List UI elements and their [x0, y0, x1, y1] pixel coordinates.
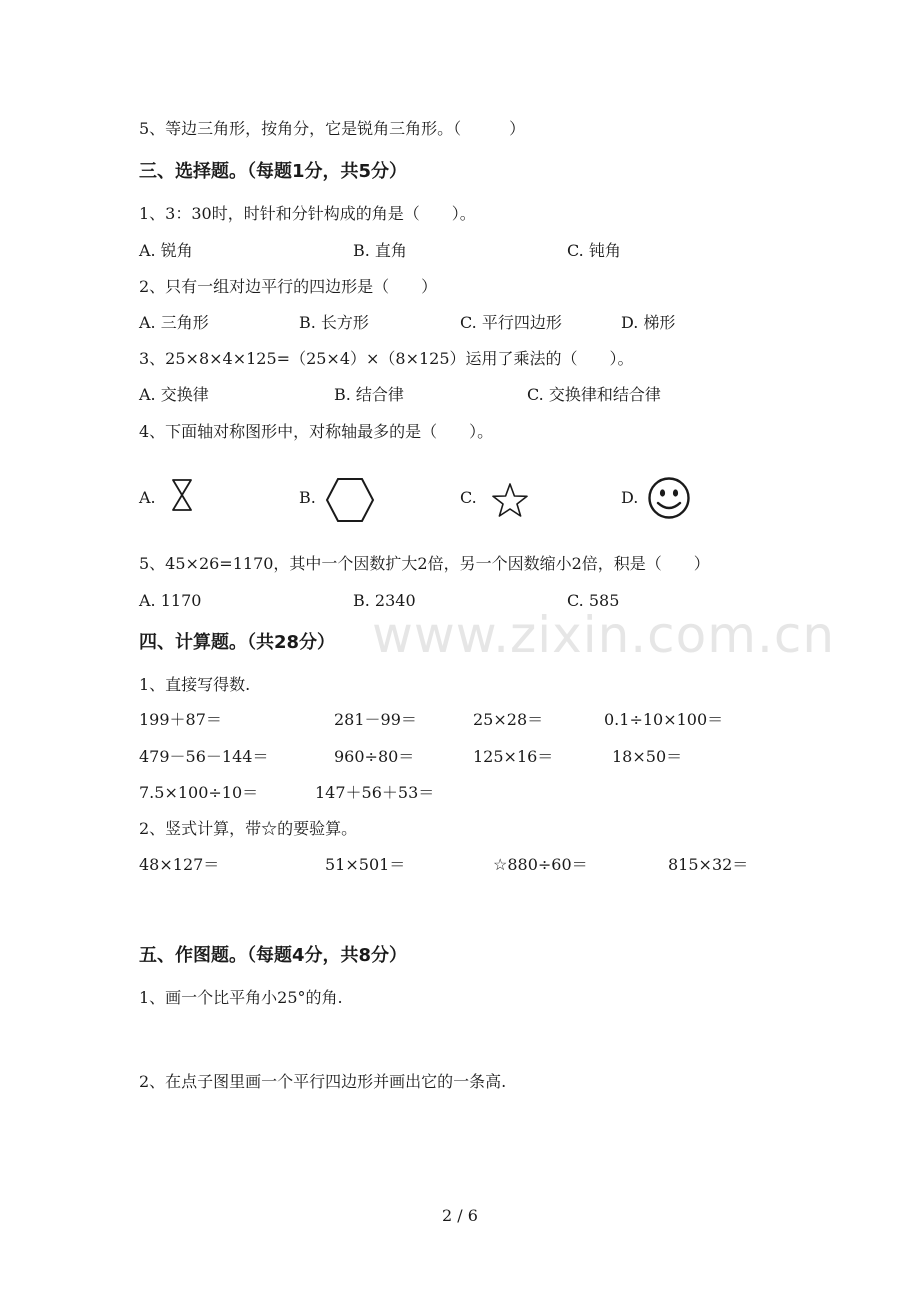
q3-option-b: B. 结合律 [334, 385, 404, 404]
calc-item: 281－99＝ [334, 710, 417, 729]
q4-label-c: C. [460, 488, 477, 507]
q4-label-b: B. [299, 488, 316, 507]
choice-question-1: 1、3：30时，时针和分针构成的角是（ ）。 [139, 204, 476, 223]
true-false-question-5: 5、等边三角形，按角分，它是锐角三角形。（ ） [139, 119, 526, 138]
calc-question-2: 2、竖式计算，带☆的要验算。 [139, 819, 358, 838]
q5-option-a: A. 1170 [139, 591, 202, 610]
calc-item: 199＋87＝ [139, 710, 222, 729]
choice-question-3: 3、25×8×4×125=（25×4）×（8×125）运用了乘法的（ ）。 [139, 349, 634, 368]
vertical-calc-item: 815×32＝ [668, 855, 749, 874]
calc-item: 18×50＝ [612, 747, 683, 766]
calc-item: 7.5×100÷10＝ [139, 783, 259, 802]
watermark: www.zixin.com.cn [372, 606, 836, 664]
hexagon-icon [325, 476, 375, 524]
section-3-heading: 三、选择题。（每题1分，共5分） [139, 161, 408, 182]
choice-question-2: 2、只有一组对边平行的四边形是（ ） [139, 277, 438, 296]
q5-option-b: B. 2340 [353, 591, 416, 610]
calc-item: 125×16＝ [473, 747, 554, 766]
q1-option-c: C. 钝角 [567, 241, 621, 260]
vertical-calc-item: 48×127＝ [139, 855, 220, 874]
q1-option-a: A. 锐角 [139, 241, 193, 260]
q2-option-d: D. 梯形 [621, 313, 676, 332]
q2-option-c: C. 平行四边形 [460, 313, 562, 332]
smiley-icon [647, 476, 691, 520]
q3-option-a: A. 交换律 [139, 385, 209, 404]
vertical-calc-item: ☆880÷60＝ [493, 855, 588, 874]
choice-question-5: 5、45×26=1170，其中一个因数扩大2倍，另一个因数缩小2倍，积是（ ） [139, 554, 710, 573]
q1-option-b: B. 直角 [353, 241, 407, 260]
hourglass-icon [170, 478, 194, 512]
star-icon [491, 482, 529, 518]
section-4-heading: 四、计算题。（共28分） [139, 632, 336, 653]
calc-item: 25×28＝ [473, 710, 544, 729]
drawing-question-2: 2、在点子图里画一个平行四边形并画出它的一条高. [139, 1072, 507, 1091]
q3-option-c: C. 交换律和结合律 [527, 385, 661, 404]
section-5-heading: 五、作图题。（每题4分，共8分） [139, 945, 408, 966]
calc-item: 0.1÷10×100＝ [604, 710, 724, 729]
calc-item: 479－56－144＝ [139, 747, 269, 766]
q4-label-d: D. [621, 488, 639, 507]
q2-option-b: B. 长方形 [299, 313, 369, 332]
drawing-question-1: 1、画一个比平角小25°的角. [139, 988, 343, 1007]
q5-option-c: C. 585 [567, 591, 620, 610]
page-number: 2 / 6 [442, 1206, 478, 1225]
calc-question-1: 1、直接写得数. [139, 675, 251, 694]
vertical-calc-item: 51×501＝ [325, 855, 406, 874]
q2-option-a: A. 三角形 [139, 313, 209, 332]
calc-item: 960÷80＝ [334, 747, 415, 766]
choice-question-4: 4、下面轴对称图形中，对称轴最多的是（ ）。 [139, 422, 494, 441]
q4-label-a: A. [139, 488, 156, 507]
calc-item: 147＋56＋53＝ [315, 783, 435, 802]
